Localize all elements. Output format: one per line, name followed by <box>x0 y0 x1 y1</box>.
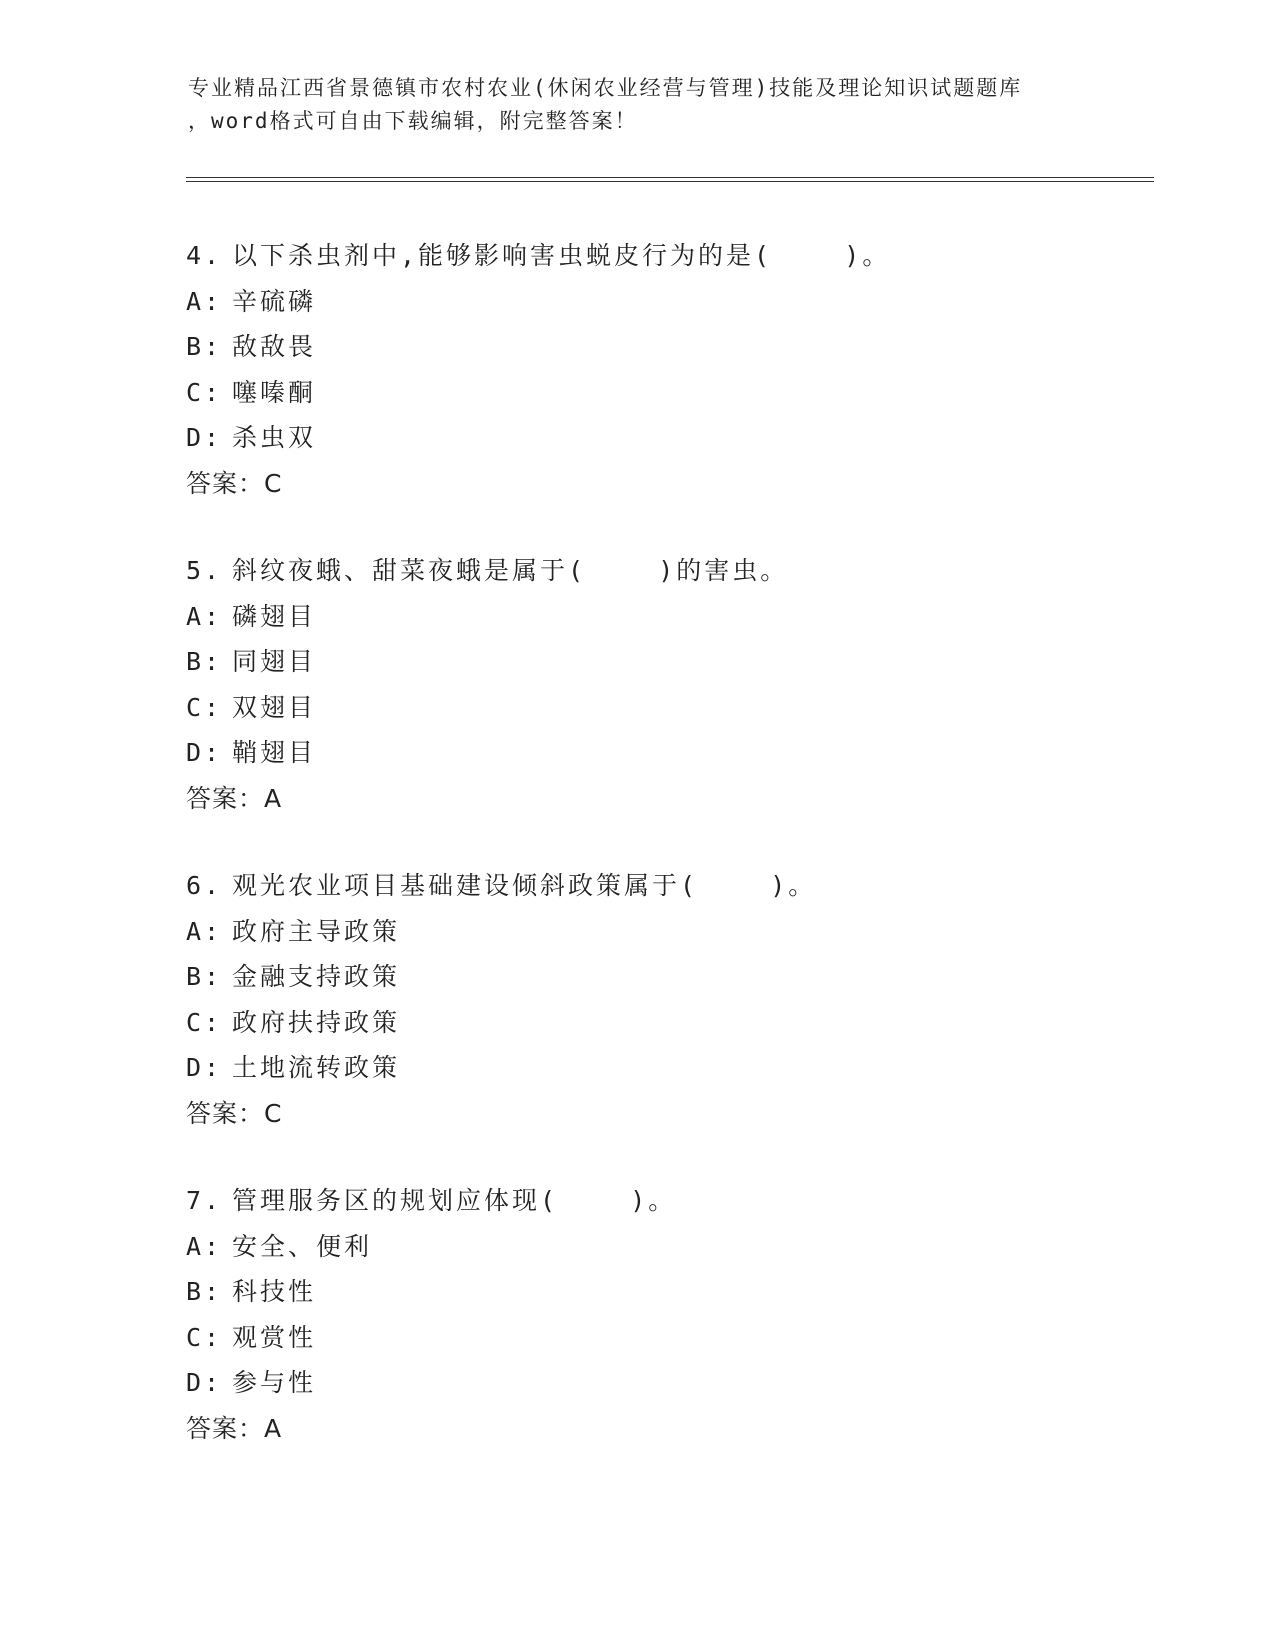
question-7 <box>186 1178 1146 1451</box>
option-c <box>186 685 1146 731</box>
option-key: C: <box>186 1007 223 1037</box>
option-key: A: <box>186 916 223 946</box>
question-stem <box>186 1178 1146 1224</box>
question-stem <box>186 233 1146 279</box>
answer-line: 答案：C <box>186 468 283 498</box>
answer-line: 答案：C <box>186 1098 283 1128</box>
question-stem <box>186 863 1146 909</box>
option-c <box>186 1315 1146 1361</box>
option-d <box>186 1360 1146 1406</box>
option-key: A: <box>186 601 223 631</box>
option-key: B: <box>186 1277 223 1306</box>
option-text: 鞘翅目 <box>232 738 317 767</box>
option-key: A: <box>186 286 223 316</box>
option-d <box>186 1045 1146 1091</box>
option-key: B: <box>186 647 223 676</box>
option-text: 政府主导政策 <box>232 916 401 946</box>
question-list <box>186 233 1146 1493</box>
option-key: C: <box>186 377 223 407</box>
option-text: 双翅目 <box>232 692 317 722</box>
option-text: 科技性 <box>232 1277 317 1306</box>
option-text: 观赏性 <box>232 1322 317 1352</box>
option-key: C: <box>186 692 223 722</box>
option-text: 安全、便利 <box>232 1231 373 1261</box>
option-b <box>186 324 1146 370</box>
document-header <box>188 72 1158 138</box>
option-key: A: <box>186 1231 223 1261</box>
option-text: 同翅目 <box>232 647 317 676</box>
option-key: B: <box>186 962 223 991</box>
answer-line: 答案：A <box>186 1413 283 1443</box>
option-text: 噻嗪酮 <box>232 377 317 407</box>
option-b <box>186 639 1146 685</box>
option-key: D: <box>186 738 223 767</box>
option-a <box>186 594 1146 640</box>
option-b <box>186 1269 1146 1315</box>
question-number: 5. <box>186 556 223 585</box>
question-number: 6. <box>186 871 223 900</box>
question-text: 斜纹夜蛾、甜菜夜蛾是属于( )的害虫。 <box>232 556 789 585</box>
option-key: D: <box>186 1053 223 1082</box>
header-line-2: ，word格式可自由下载编辑，附完整答案！ <box>188 109 638 133</box>
option-a <box>186 279 1146 325</box>
option-key: D: <box>186 423 223 452</box>
option-text: 辛硫磷 <box>232 286 317 316</box>
answer-line: 答案：A <box>186 783 283 813</box>
option-key: C: <box>186 1322 223 1352</box>
option-text: 土地流转政策 <box>232 1053 401 1082</box>
question-text: 管理服务区的规划应体现( )。 <box>232 1186 677 1215</box>
option-c <box>186 1000 1146 1046</box>
option-c <box>186 370 1146 416</box>
option-text: 敌敌畏 <box>232 332 317 361</box>
option-text: 磷翅目 <box>232 601 317 631</box>
question-number: 7. <box>186 1186 223 1215</box>
option-d <box>186 730 1146 776</box>
option-key: B: <box>186 332 223 361</box>
option-key: D: <box>186 1368 223 1397</box>
option-text: 政府扶持政策 <box>232 1007 401 1037</box>
option-text: 参与性 <box>232 1368 317 1397</box>
option-text: 金融支持政策 <box>232 962 401 991</box>
header-divider <box>186 177 1154 182</box>
question-4 <box>186 233 1146 506</box>
question-number: 4. <box>186 241 223 270</box>
question-text: 观光农业项目基础建设倾斜政策属于( )。 <box>232 871 817 900</box>
option-a <box>186 1224 1146 1270</box>
option-text: 杀虫双 <box>232 423 317 452</box>
header-line-1: 专业精品江西省景德镇市农村农业(休闲农业经营与管理)技能及理论知识试题题库 <box>188 76 1023 100</box>
question-stem <box>186 548 1146 594</box>
option-a <box>186 909 1146 955</box>
question-text: 以下杀虫剂中,能够影响害虫蜕皮行为的是( )。 <box>232 241 891 270</box>
option-d <box>186 415 1146 461</box>
question-5 <box>186 548 1146 821</box>
option-b <box>186 954 1146 1000</box>
question-6 <box>186 863 1146 1136</box>
